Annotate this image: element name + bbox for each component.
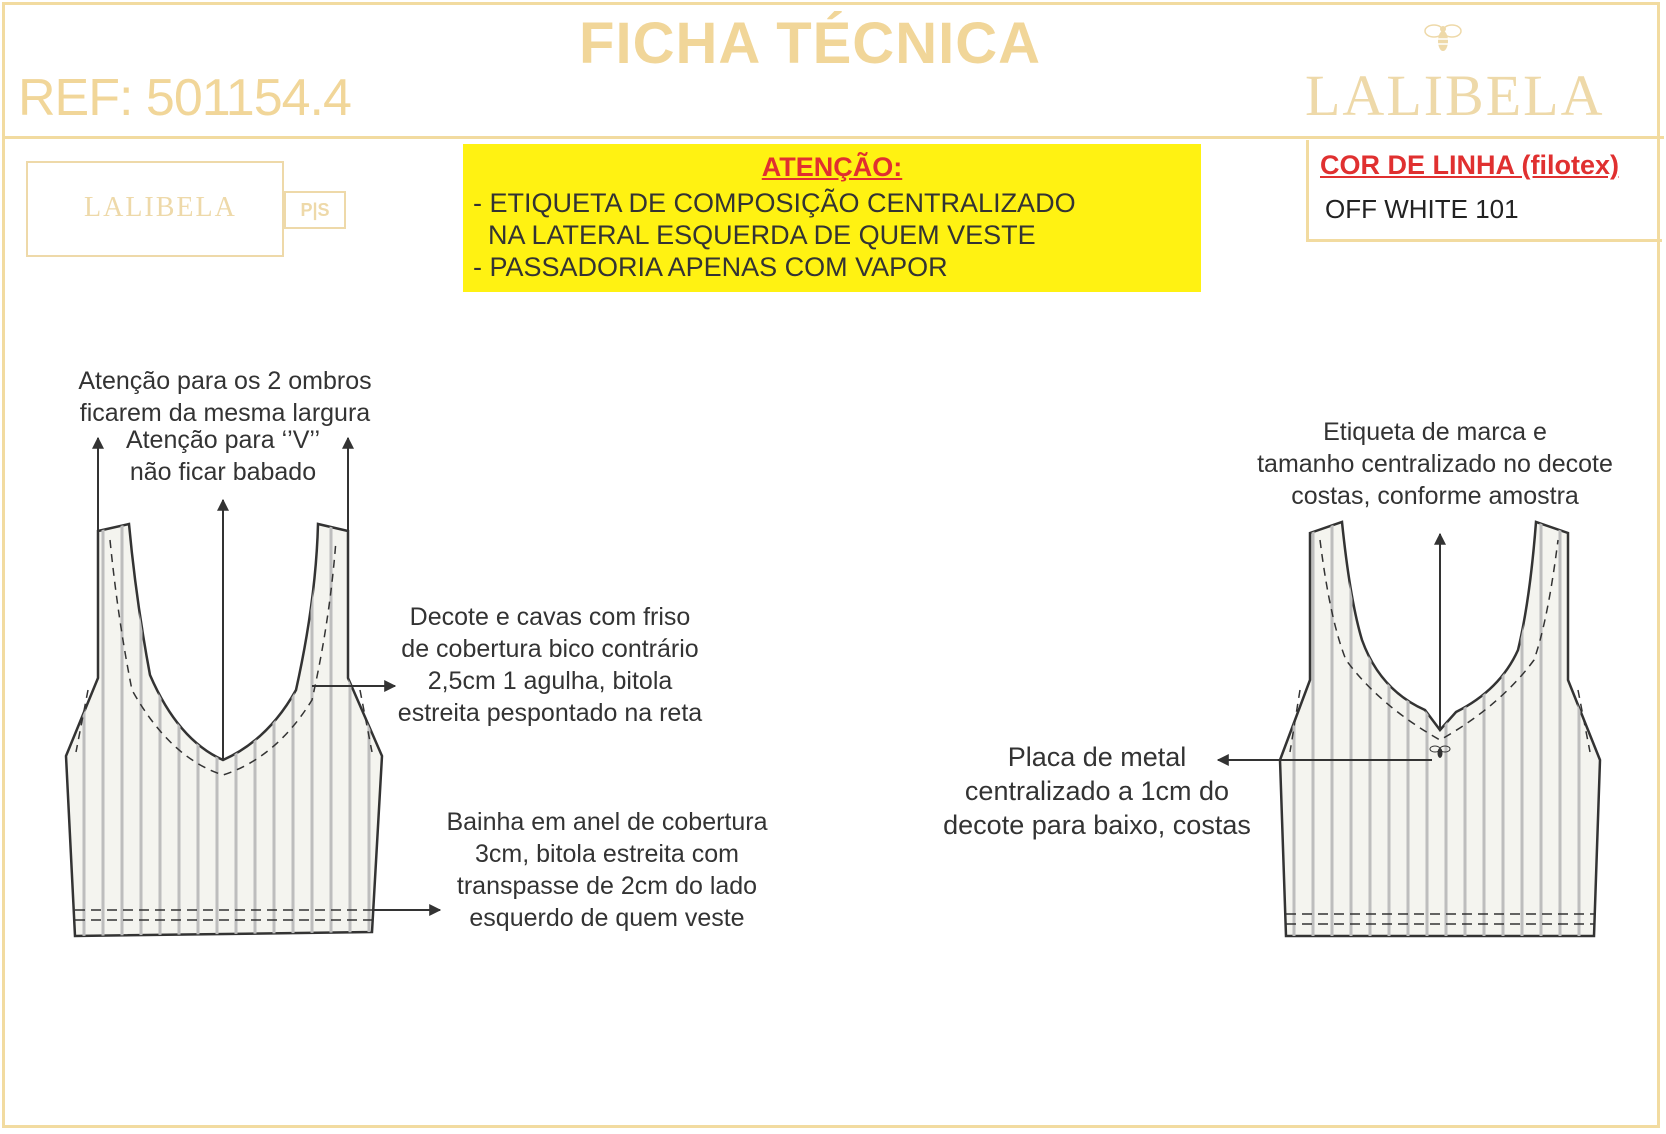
size-tag: P|S: [284, 191, 346, 229]
thread-color-title: COR DE LINHA (filotex): [1320, 150, 1619, 180]
brand-logo: LALIBELA: [1305, 63, 1605, 128]
note-v-neck: Atenção para ‘’V’’ não ficar babado: [125, 426, 321, 486]
attention-title: ATENÇÃO:: [761, 152, 903, 182]
page-title: FICHA TÉCNICA: [579, 11, 1041, 76]
note-metal-plate: Placa de metal centralizado a 1cm do decote para baixo, costas: [943, 742, 1251, 840]
note-shoulders: Atenção para os 2 ombros ficarem da mesma largura: [78, 367, 372, 427]
attention-line: - ETIQUETA DE COMPOSIÇÃO CENTRALIZADO: [473, 188, 1076, 218]
note-hem: Bainha em anel de cobertura 3cm, bitola estreita com transpasse de 2cm do lado esquerdo de quem veste: [446, 808, 768, 932]
thread-color-value: OFF WHITE 101: [1325, 194, 1519, 224]
note-neckline: Decote e cavas com friso de cobertura bico contrário 2,5cm 1 agulha, bitola estreita pespontado na reta: [397, 603, 703, 727]
attention-line: NA LATERAL ESQUERDA DE QUEM VESTE: [473, 220, 1036, 250]
reference-code: REF: 501154.4: [18, 69, 351, 127]
note-back-label: Etiqueta de marca e tamanho centralizado no decote costas, conforme amostra: [1257, 418, 1613, 510]
attention-line: - PASSADORIA APENAS COM VAPOR: [473, 252, 948, 282]
label-brand-text: LALIBELA: [84, 192, 237, 223]
